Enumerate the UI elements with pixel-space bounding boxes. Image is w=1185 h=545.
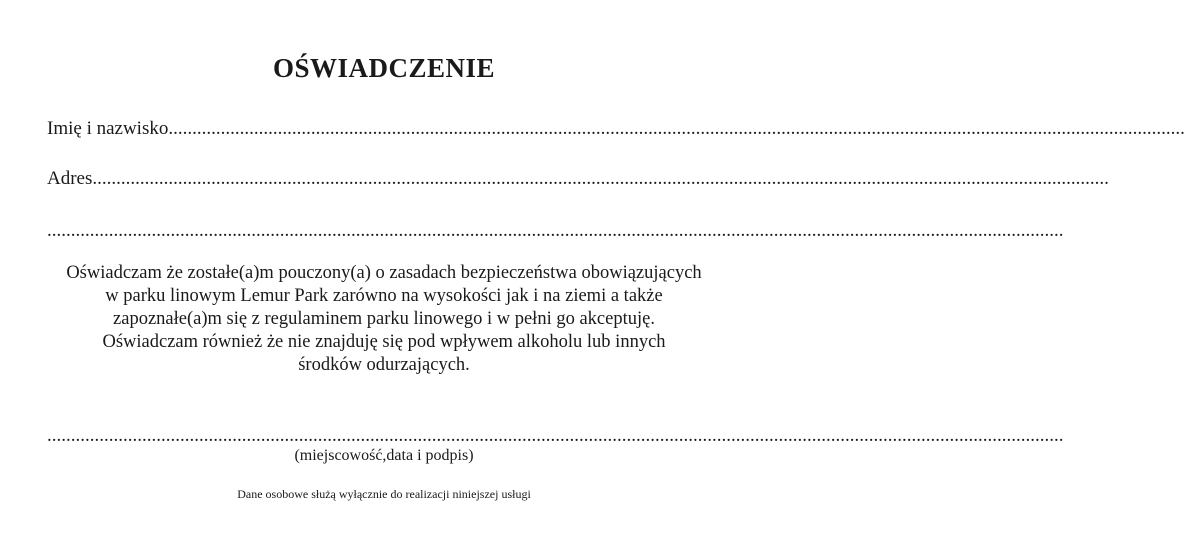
declaration-text [20, 262, 748, 377]
signature-caption: (miejscowość,data i podpis) [294, 447, 474, 464]
name-field [47, 117, 1185, 141]
address-field-label: Adres [47, 168, 93, 189]
address-field-dotted-line: ...................................................................................................................................................................................................................... [92, 168, 1109, 189]
declaration-line: Oświadczam również że nie znajduję się pod wpływem alkoholu lub innych [102, 332, 666, 352]
address-field [47, 167, 1109, 191]
signature-dotted-line: ...................................................................................................................................................................................................................... [47, 425, 1064, 446]
address-continuation-dotted-line: ...................................................................................................................................................................................................................... [47, 220, 1064, 241]
name-field-dotted-line: ...................................................................................................................................................................................................................... [168, 118, 1185, 139]
data-privacy-footnote: Dane osobowe służą wyłącznie do realizacji niniejszej usługi [237, 487, 531, 501]
declaration-line: środków odurzających. [298, 355, 470, 375]
declaration-line: Oświadczam że zostałe(a)m pouczony(a) o zasadach bezpieczeństwa obowiązujących [66, 263, 702, 283]
declaration-line: w parku linowym Lemur Park zarówno na wysokości jak i na ziemi a także [105, 286, 663, 306]
name-field-label: Imię i nazwisko [47, 118, 169, 139]
declaration-line: zapoznałe(a)m się z regulaminem parku linowego i w pełni go akceptuję. [113, 309, 655, 329]
address-continuation-field [47, 219, 1064, 243]
document-title: OŚWIADCZENIE [272, 53, 496, 83]
